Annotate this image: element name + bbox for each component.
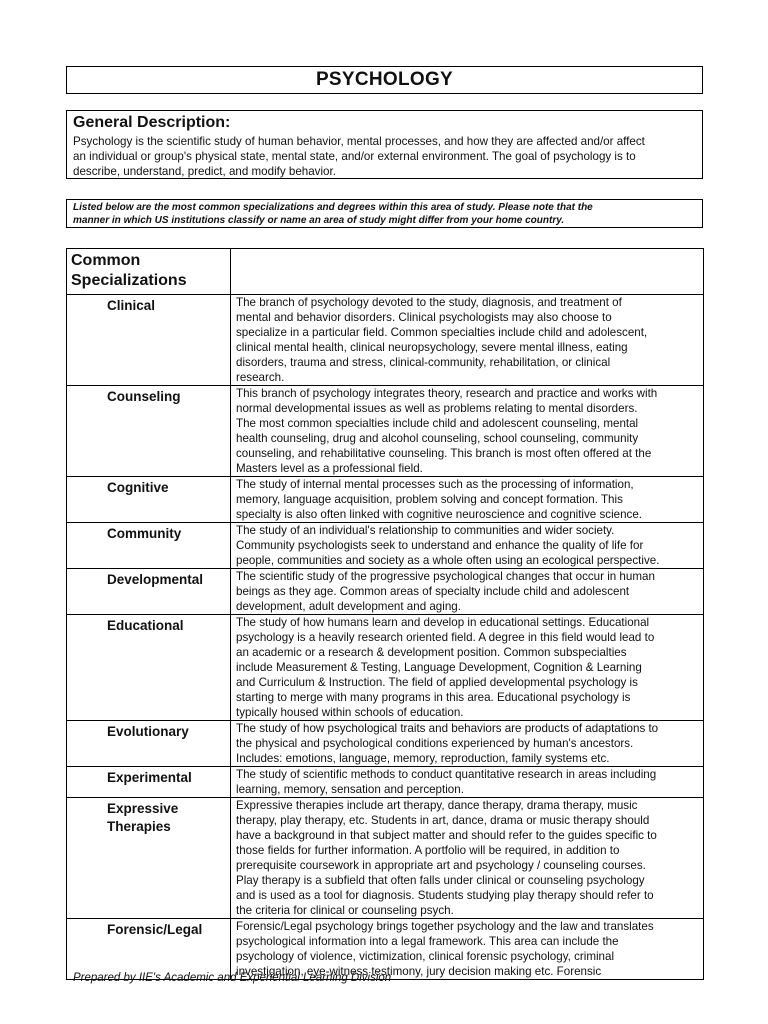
specialization-description-cell: [231, 721, 704, 767]
specialization-description-line: normal developmental issues as well as problems relating to mental disorders.: [236, 402, 638, 415]
table-row: [67, 523, 704, 569]
table-row: [67, 721, 704, 767]
specialization-description-cell: [231, 477, 704, 523]
specialization-description-line: disorders, trauma and stress, clinical-community, rehabilitation, or clinical: [236, 356, 611, 369]
specialization-description-line: psychology of violence, victimization, clinical forensic psychology, criminal: [236, 950, 615, 963]
general-description-line: an individual or group's physical state, mental state, and/or external environment. The goal of psychology is to: [73, 150, 636, 163]
specialization-name: Therapies: [107, 819, 171, 834]
note-text: [73, 201, 696, 227]
specialization-description-line: The study of how humans learn and develop in educational settings. Educational: [236, 616, 650, 629]
specialization-description-cell: [231, 615, 704, 721]
specialization-description-line: starting to merge with many programs in this area. Educational psychology is: [236, 691, 631, 704]
specialization-description-line: learning, memory, sensation and perception.: [236, 783, 464, 796]
specialization-description-line: an academic or a research & development position. Common subspecialties: [236, 646, 627, 659]
specialization-description-line: mental and behavior disorders. Clinical psychologists may also choose to: [236, 311, 612, 324]
specialization-description-line: psychological information into a legal framework. This area can include the: [236, 935, 619, 948]
general-description-heading: General Description:: [73, 114, 231, 131]
specialization-description-cell: [231, 523, 704, 569]
specialization-description-line: the physical and psychological conditions experienced by human's ancestors.: [236, 737, 634, 750]
specialization-description-line: research.: [236, 371, 285, 384]
specialization-description-line: therapy, play therapy, etc. Students in art, dance, drama or music therapy should: [236, 814, 650, 827]
specialization-description-line: and is used as a tool for diagnosis. Students studying play therapy should refer to: [236, 889, 654, 902]
specialization-name: Counseling: [107, 389, 181, 404]
specialization-name-cell: [67, 767, 231, 798]
table-header-label: Common: [71, 252, 141, 269]
specialization-description-line: The branch of psychology devoted to the study, diagnosis, and treatment of: [236, 296, 622, 309]
note-line: manner in which US institutions classify or name an area of study might differ from your home country.: [73, 215, 565, 226]
specialization-description-line: The study of how psychological traits and behaviors are products of adaptations to: [236, 722, 659, 735]
specialization-name-cell: [67, 569, 231, 615]
general-description-line: describe, understand, predict, and modify behavior.: [73, 165, 336, 178]
specialization-name-cell: [67, 615, 231, 721]
specialization-description-line: Expressive therapies include art therapy, dance therapy, drama therapy, music: [236, 799, 638, 812]
specialization-name-cell: [67, 523, 231, 569]
specialization-description-line: typically housed within schools of education.: [236, 706, 464, 719]
specialization-description-line: Includes: emotions, language, memory, reproduction, family systems etc.: [236, 752, 610, 765]
table-header-cell: [67, 249, 231, 295]
specialization-description-line: The study of internal mental processes such as the processing of information,: [236, 478, 634, 491]
specialization-description-line: clinical mental health, clinical neuropsychology, severe mental illness, eating: [236, 341, 628, 354]
specialization-name: Forensic/Legal: [107, 922, 203, 937]
specialization-description-line: include Measurement & Testing, Language Development, Cognition & Learning: [236, 661, 642, 674]
table-header-row: [67, 249, 704, 295]
specialization-description-line: The study of scientific methods to conduct quantitative research in areas including: [236, 768, 657, 781]
specialization-name-cell: [67, 477, 231, 523]
specialization-description-line: specialty is also often linked with cognitive neuroscience and cognitive science.: [236, 508, 643, 521]
table-row: [67, 767, 704, 798]
specialization-name: Cognitive: [107, 480, 169, 495]
title-box: [66, 66, 703, 94]
page-title: PSYCHOLOGY: [315, 69, 454, 90]
specialization-description-line: Play therapy is a subfield that often falls under clinical or counseling psychology: [236, 874, 645, 887]
specialization-description-line: prerequisite coursework in appropriate art and psychology / counseling courses.: [236, 859, 646, 872]
footer-text: Prepared by IIE's Academic and Experiential Learning Division: [73, 972, 392, 984]
specialization-description-line: those fields for further information. A portfolio will be required, in addition to: [236, 844, 620, 857]
specialization-description-line: The study of an individual's relationship to communities and wider society.: [236, 524, 615, 537]
specialization-name-cell: [67, 798, 231, 919]
table-row: [67, 615, 704, 721]
specialization-description-cell: [231, 386, 704, 477]
specialization-name: Developmental: [107, 572, 204, 587]
note-line: Listed below are the most common specializations and degrees within this area of study. Please note that the: [73, 202, 593, 213]
specialization-description-line: health counseling, drug and alcohol counseling, school counseling, community: [236, 432, 639, 445]
specialization-name: Expressive: [107, 801, 179, 816]
specialization-name-cell: [67, 721, 231, 767]
specialization-description-line: have a background in that subject matter and should refer to the guides specific to: [236, 829, 657, 842]
general-description-box: [66, 110, 703, 179]
specialization-name: Educational: [107, 618, 184, 633]
specialization-description-cell: [231, 919, 704, 980]
specialization-description-line: Community psychologists seek to understand and enhance the quality of life for: [236, 539, 644, 552]
specialization-description-cell: [231, 767, 704, 798]
specialization-description-line: the criteria for clinical or counseling psych.: [236, 904, 454, 917]
specialization-description-line: psychology is a heavily research oriented field. A degree in this field would lead to: [236, 631, 655, 644]
specializations-table: [66, 248, 704, 980]
specialization-description-line: Masters level as a professional field.: [236, 462, 423, 475]
specialization-name-cell: [67, 919, 231, 980]
specialization-description-line: The most common specialties include child and adolescent counseling, mental: [236, 417, 639, 430]
specialization-description-line: The scientific study of the progressive psychological changes that occur in human: [236, 570, 655, 583]
table-row: [67, 798, 704, 919]
specialization-description-line: specialize in a particular field. Common specialties include child and adolescent,: [236, 326, 648, 339]
specialization-description-cell: [231, 569, 704, 615]
specialization-description-line: and Curriculum & Instruction. The field of applied developmental psychology is: [236, 676, 638, 689]
table-row: [67, 386, 704, 477]
table-header-label: Specializations: [71, 272, 187, 289]
general-description-line: Psychology is the scientific study of human behavior, mental processes, and how they are affected and/or affect: [73, 135, 645, 148]
specialization-name: Experimental: [107, 770, 192, 785]
specialization-name-cell: [67, 386, 231, 477]
specialization-name: Clinical: [107, 298, 156, 313]
specialization-name-cell: [67, 295, 231, 386]
table-header-empty-cell: [231, 249, 704, 295]
specialization-description-line: people, communities and society as a whole often using an ecological perspective.: [236, 554, 660, 567]
specialization-description-line: development, adult development and aging.: [236, 600, 461, 613]
specialization-name: Community: [107, 526, 182, 541]
specialization-description-line: beings as they age. Common areas of specialty include child and adolescent: [236, 585, 630, 598]
general-description-text: [73, 134, 696, 179]
table-row: [67, 295, 704, 386]
specialization-description-line: counseling, and rehabilitative counseling. This branch is most often offered at the: [236, 447, 652, 460]
table-row: [67, 919, 704, 980]
specialization-description-cell: [231, 798, 704, 919]
note-box: [66, 199, 703, 228]
specialization-description-line: memory, language acquisition, problem solving and concept formation. This: [236, 493, 623, 506]
table-row: [67, 477, 704, 523]
specialization-name: Evolutionary: [107, 724, 189, 739]
specialization-description-line: investigation, eye-witness testimony, jury decision making etc. Forensic: [236, 965, 602, 978]
specialization-description-line: Forensic/Legal psychology brings together psychology and the law and translates: [236, 920, 654, 933]
specialization-description-cell: [231, 295, 704, 386]
table-row: [67, 569, 704, 615]
specialization-description-line: This branch of psychology integrates theory, research and practice and works with: [236, 387, 658, 400]
